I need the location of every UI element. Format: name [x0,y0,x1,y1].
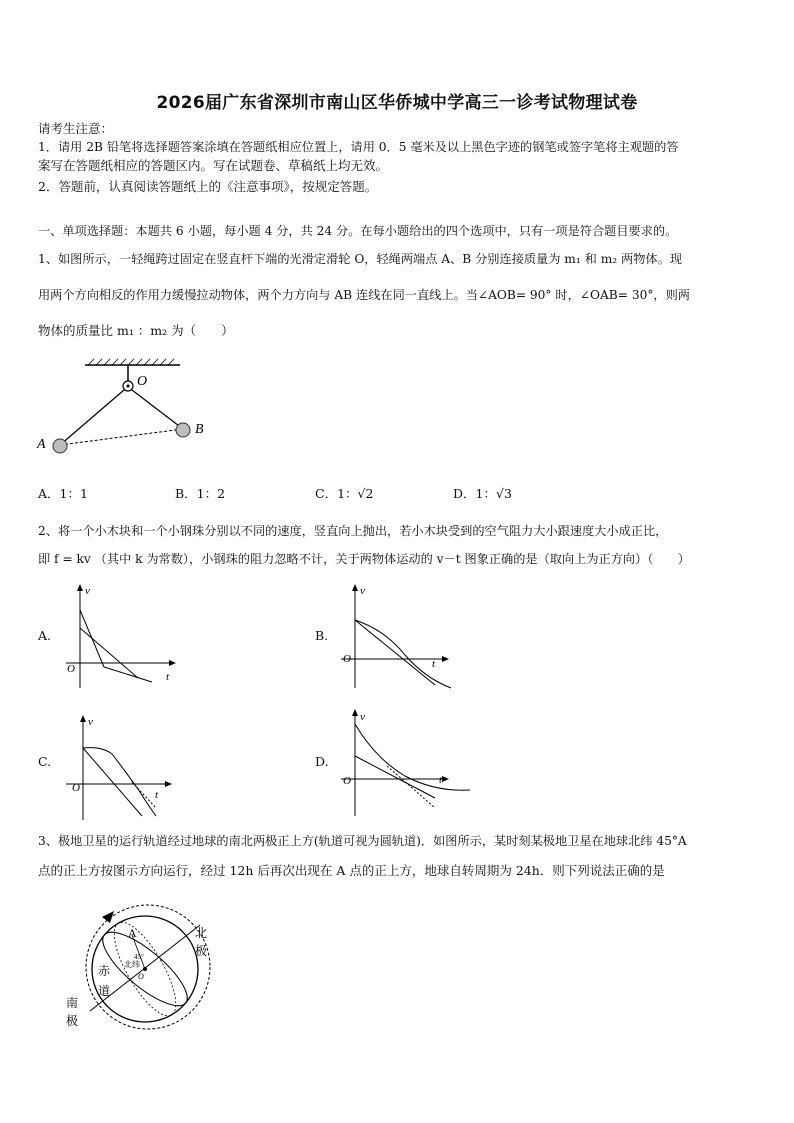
svg-text:O: O [138,972,144,981]
q1-option-c[interactable]: C．1：√2 [315,486,374,501]
q2-graph-b [335,580,460,692]
q2-graph-d [335,708,475,820]
label-south-2: 极 [66,1014,79,1028]
svg-text:t: t [166,671,170,683]
label-b: B [195,422,204,437]
satellite-direction-icon [102,911,114,923]
q1-option-a[interactable]: A．1：1 [38,486,88,501]
label-north-1: 北 [195,926,208,940]
svg-text:v: v [85,585,90,597]
svg-text:O: O [72,782,80,794]
q2-label-d[interactable]: D. [315,754,329,769]
svg-text:O: O [343,775,351,787]
q1-option-d[interactable]: D．1：√3 [453,486,512,501]
svg-text:v: v [360,711,365,723]
q3-earth-figure [50,895,230,1045]
mass-b [176,423,190,437]
label-a: A [37,437,46,452]
q1-line-2: 用两个方向相反的作用力缓慢拉动物体，两个力方向与 AB 连线在同一直线上。当∠AOB= 90° 时，∠OAB= 30°，则两 [38,288,690,302]
label-equator-1: 赤 [98,964,111,978]
q1-line-3: 物体的质量比 m₁ ：m₂ 为（ ） [38,323,234,338]
q3-line-1: 3、极地卫星的运行轨道经过地球的南北两极正上方(轨道可视为圆轨道)．如图所示，某时刻某极地卫星在地球北纬 45°A [38,834,687,848]
mass-a [53,439,67,453]
page-title: 2026届广东省深圳市南山区华侨城中学高三一诊考试物理试卷 [156,93,638,113]
q2-line-2: 即 f = kv （其中 k 为常数），小钢珠的阻力忽略不计，关于两物体运动的 v－t 图象正确的是（取向上为正方向）（ ） [38,552,690,566]
svg-text:O: O [67,663,75,675]
notice-heading: 请考生注意： [38,121,114,136]
q1-option-b[interactable]: B．1：2 [175,486,226,501]
svg-text:O: O [343,653,351,665]
q1-pulley-figure [30,355,230,465]
q1-line-1: 1、如图所示，一轻绳跨过固定在竖直杆下端的光滑定滑轮 O，轻绳两端点 A、B 分别连接质量为 m₁ 和 m₂ 两物体。现 [38,252,682,266]
notice-line-2: 2．答题前，认真阅读答题纸上的《注意事项》，按规定答题。 [38,179,378,194]
svg-text:t: t [439,774,443,786]
svg-text:t: t [155,789,159,801]
line-ab [60,429,183,445]
label-south-1: 南 [66,996,79,1010]
svg-text:45°: 45° [134,953,144,961]
rope-oa [60,390,124,445]
q2-label-c[interactable]: C. [38,754,52,769]
q2-graph-a [60,580,185,692]
label-o: O [137,374,148,389]
svg-text:北纬: 北纬 [124,960,140,969]
svg-text:v: v [88,716,93,728]
ceiling-hatch [88,359,174,365]
q2-graph-c [60,712,185,824]
notice-line-1b: 案写在答题纸相应的答题区内。写在试题卷、草稿纸上均无效。 [38,158,389,173]
notice-line-1a: 1．请用 2B 铅笔将选择题答案涂填在答题纸相应位置上，请用 0．5 毫米及以上黑色字迹的钢笔或签字笔将主观题的答 [38,140,679,154]
svg-text:v: v [360,585,365,597]
rope-ob [132,390,183,429]
q2-line-1: 2、将一个小木块和一个小钢珠分别以不同的速度，竖直向上抛出，若小木块受到的空气阻力大小跟速度大小成正比， [38,524,668,538]
label-equator-2: 道 [98,984,111,998]
svg-text:t: t [432,658,436,670]
section-heading: 一、单项选择题：本题共 6 小题，每小题 4 分，共 24 分。在每小题给出的四个选项中，只有一项是符合题目要求的。 [38,224,678,238]
q2-label-a[interactable]: A. [38,628,52,643]
label-north-2: 极 [195,944,208,958]
q3-line-2: 点的正上方按图示方向运行，经过 12h 后再次出现在 A 点的正上方，地球自转周期为 24h．则下列说法正确的是 [38,863,665,878]
q2-label-b[interactable]: B. [315,628,329,643]
label-a: A [128,926,137,940]
